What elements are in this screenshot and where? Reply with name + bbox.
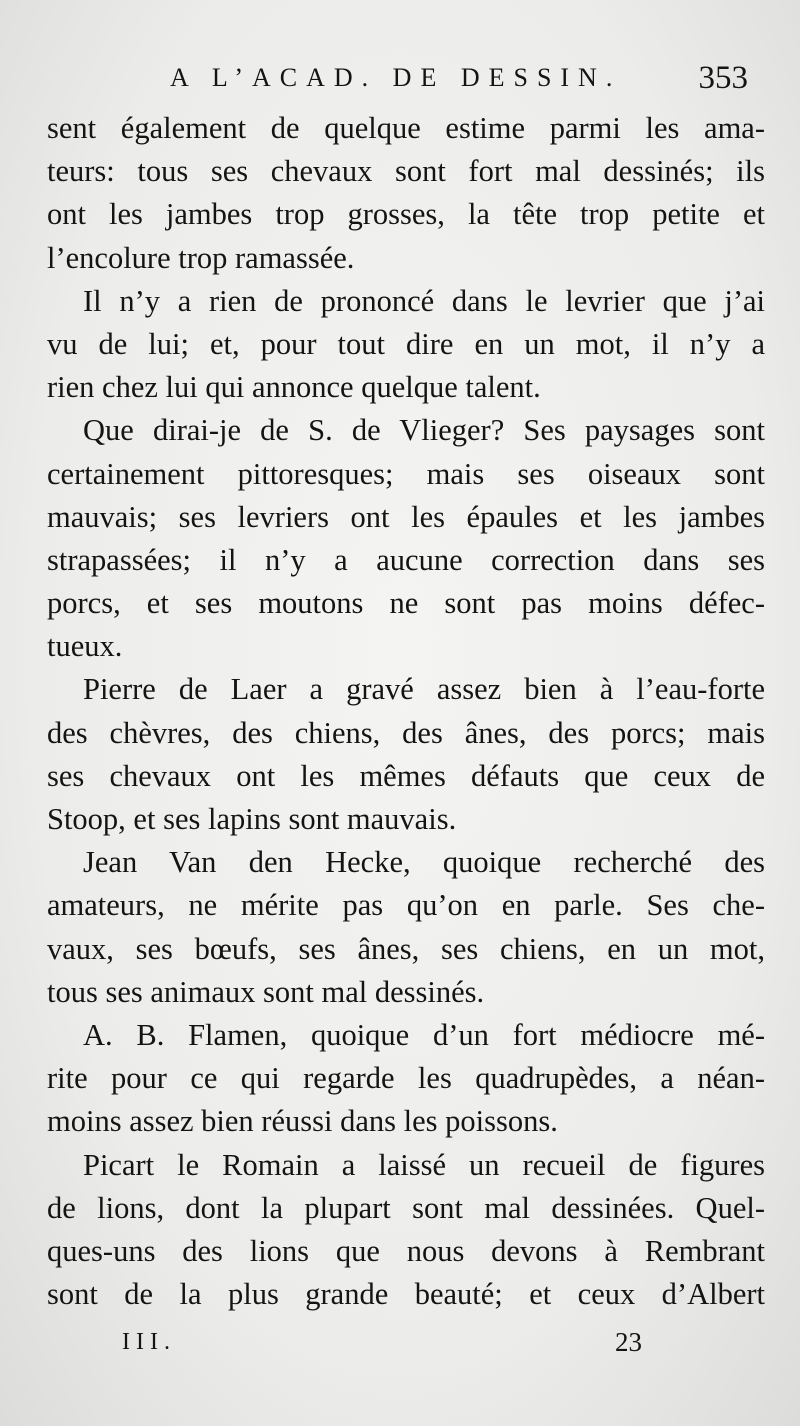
text-line: de lions, dont la plupart sont mal dessinées. Quel- <box>47 1190 765 1225</box>
text-line: rien chez lui qui annonce quelque talent. <box>47 370 541 405</box>
text-line: ont les jambes trop grosses, la tête trop petite et <box>47 197 765 232</box>
sheet-number: 23 <box>615 1327 642 1357</box>
text-line: amateurs, ne mérite pas qu’on en parle. Ses che- <box>47 888 765 923</box>
signature-mark: III. <box>122 1329 176 1355</box>
text-line: tous ses animaux sont mal dessinés. <box>47 974 485 1009</box>
text-line: Il n’y a rien de prononcé dans le levrier que j’ai <box>83 283 765 318</box>
text-line: certainement pittoresques; mais ses oiseaux sont <box>47 456 765 491</box>
text-line: ques-uns des lions que nous devons à Rembrant <box>47 1233 765 1268</box>
text-line: A. B. Flamen, quoique d’un fort médiocre mé- <box>83 1017 765 1052</box>
text-line: rite pour ce qui regarde les quadrupèdes, a néan- <box>47 1061 765 1096</box>
text-line: vaux, ses bœufs, ses ânes, ses chiens, en un mot, <box>47 931 765 966</box>
text-line: sont de la plus grande beauté; et ceux d’Albert <box>47 1277 765 1312</box>
text-line: mauvais; ses levriers ont les épaules et les jambes <box>47 499 765 534</box>
text-line: Jean Van den Hecke, quoique recherché des <box>83 845 765 880</box>
text-line: sent également de quelque estime parmi les ama- <box>47 111 765 145</box>
text-line: vu de lui; et, pour tout dire en un mot, il n’y a <box>47 326 765 361</box>
text-line: l’encolure trop ramassée. <box>47 240 355 275</box>
text-line: Que dirai-je de S. de Vlieger? Ses paysages sont <box>83 413 765 448</box>
running-title: A L’ACAD. DE DESSIN. <box>170 63 622 92</box>
body-text <box>47 107 765 1316</box>
page-footer <box>122 1322 642 1362</box>
text-line: teurs: tous ses chevaux sont fort mal dessinés; ils <box>47 154 765 189</box>
text-line: ses chevaux ont les mêmes défauts que ceux de <box>47 758 765 793</box>
text-line: Picart le Romain a laissé un recueil de figures <box>83 1147 765 1182</box>
text-line: Stoop, et ses lapins sont mauvais. <box>47 802 457 836</box>
page-number: 353 <box>698 60 748 96</box>
text-line: strapassées; il n’y a aucune correction dans ses <box>47 542 765 577</box>
text-line: porcs, et ses moutons ne sont pas moins défec- <box>47 586 765 621</box>
page-header <box>48 58 768 98</box>
text-line: Pierre de Laer a gravé assez bien à l’eau-forte <box>83 672 765 707</box>
text-line: moins assez bien réussi dans les poissons. <box>47 1104 558 1139</box>
text-line: des chèvres, des chiens, des ânes, des porcs; mais <box>47 715 765 750</box>
text-line: tueux. <box>47 629 123 664</box>
